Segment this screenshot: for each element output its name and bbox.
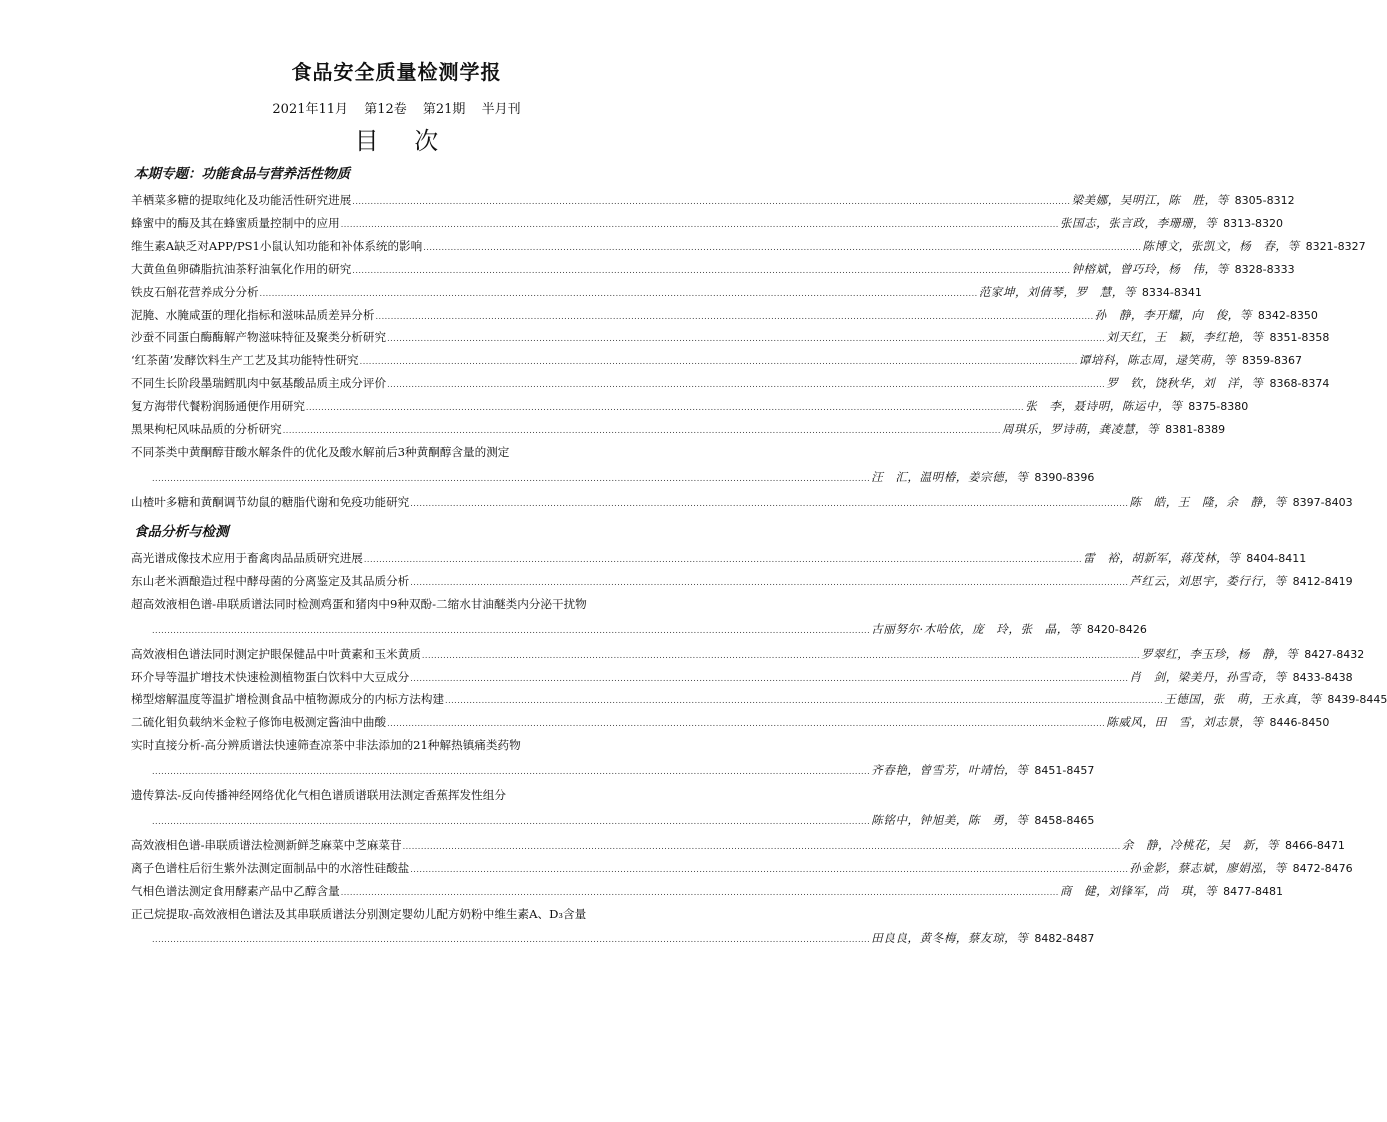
entry-pages: 8427-8432 bbox=[1304, 647, 1365, 661]
entry-title: 气相色谱法测定食用酵素产品中乙醇含量 bbox=[131, 883, 340, 898]
dot-leader bbox=[152, 467, 870, 489]
entry-title: 泥腌、水腌咸蛋的理化指标和滋味品质差异分析 bbox=[131, 307, 375, 322]
entry-title: 维生素A缺乏对APP/PS1小鼠认知功能和补体系统的影响 bbox=[131, 238, 423, 253]
dot-leader bbox=[387, 373, 1105, 395]
toc-entry[interactable] bbox=[131, 259, 1295, 279]
toc-entry[interactable] bbox=[131, 282, 1202, 302]
dot-leader bbox=[403, 835, 1121, 857]
dot-leader bbox=[341, 213, 1059, 235]
entry-pages: 8439-8445 bbox=[1327, 693, 1387, 707]
entry-authors: 孙 静，李开耀，向 俊，等 bbox=[1094, 307, 1252, 322]
entry-title[interactable]: 正己烷提取-高效液相色谱法及其串联质谱法分别测定婴幼儿配方奶粉中维生素A、D₃含量 bbox=[131, 906, 587, 921]
entry-pages: 8381-8389 bbox=[1165, 423, 1226, 436]
entry-authors: 孙金影，蔡志斌，廖娟泓，等 bbox=[1129, 860, 1287, 875]
issue-volume: 第12卷 bbox=[364, 102, 407, 117]
entry-title: ‘红茶菌’发酵饮料生产工艺及其功能特性研究 bbox=[131, 353, 359, 368]
entry-title: 复方海带代餐粉润肠通便作用研究 bbox=[131, 399, 305, 414]
entry-authors: 陈威风，田 雪，刘志景，等 bbox=[1106, 715, 1264, 730]
entry-authors: 罗翠红，李玉珍，杨 静，等 bbox=[1141, 646, 1299, 661]
entry-authors: 商 健，刘锋军，尚 琪，等 bbox=[1059, 883, 1218, 898]
entry-authors: 钟榕斌，曾巧玲，杨 伟，等 bbox=[1071, 261, 1229, 276]
toc-entry[interactable] bbox=[131, 835, 1345, 855]
dot-leader bbox=[152, 810, 870, 832]
entry-authors: 范家坤，刘倩琴，罗 慧，等 bbox=[978, 284, 1136, 299]
entry-authors: 古丽努尔·木哈依，庞 玲，张 晶，等 bbox=[871, 621, 1081, 636]
entry-title: 高光谱成像技术应用于畜禽肉品品质研究进展 bbox=[131, 551, 363, 565]
entry-pages: 8351-8358 bbox=[1269, 331, 1330, 345]
toc-entry[interactable] bbox=[131, 644, 1365, 664]
entry-title: 大黄鱼鱼卵磷脂抗油茶籽油氧化作用的研究 bbox=[131, 261, 352, 276]
entry-authors: 齐春艳，曾雪芳，叶靖怡，等 bbox=[871, 763, 1029, 778]
entry-authors: 刘天红，王 颖，李红艳，等 bbox=[1106, 330, 1264, 345]
entry-pages: 8433-8438 bbox=[1292, 670, 1353, 684]
toc-entry[interactable] bbox=[131, 467, 1095, 487]
toc-entry[interactable] bbox=[131, 881, 1284, 901]
toc-entry[interactable] bbox=[131, 619, 1147, 639]
dot-leader bbox=[260, 282, 978, 304]
dot-leader bbox=[352, 259, 1070, 281]
entry-title: 梯型熔解温度等温扩增检测食品中植物源成分的内标方法构建 bbox=[131, 692, 445, 707]
entry-authors: 雷 裕，胡新军，蒋茂林，等 bbox=[1083, 551, 1241, 565]
toc-entry[interactable] bbox=[131, 712, 1330, 732]
dot-leader bbox=[410, 667, 1128, 689]
dot-leader bbox=[364, 548, 1082, 570]
section-title: 本期专题：功能食品与营养活性物质 bbox=[134, 166, 350, 182]
dot-leader bbox=[352, 190, 1070, 212]
entry-pages: 8466-8471 bbox=[1284, 838, 1345, 852]
toc-entry[interactable] bbox=[131, 396, 1249, 416]
entry-authors: 陈铭中，钟旭美，陈 勇，等 bbox=[871, 812, 1029, 827]
toc-entry[interactable] bbox=[131, 373, 1330, 393]
issue-number: 第21期 bbox=[422, 102, 466, 117]
dot-leader bbox=[306, 396, 1024, 418]
toc-entry[interactable] bbox=[131, 928, 1095, 948]
dot-leader bbox=[422, 644, 1140, 666]
dot-leader bbox=[283, 419, 1001, 441]
entry-pages: 8321-8327 bbox=[1305, 239, 1366, 253]
entry-title: 铁皮石斛花营养成分分析 bbox=[131, 284, 259, 299]
toc-entry[interactable] bbox=[131, 419, 1226, 439]
entry-pages: 8328-8333 bbox=[1234, 262, 1295, 276]
entry-authors: 谭培科，陈志周，逯笑萌，等 bbox=[1078, 353, 1237, 368]
entry-pages: 8368-8374 bbox=[1269, 377, 1330, 391]
entry-authors: 周琪乐，罗诗萌，龚凌慧，等 bbox=[1001, 422, 1160, 436]
entry-pages: 8482-8487 bbox=[1034, 932, 1095, 946]
entry-title[interactable]: 不同茶类中黄酮醇苷酸水解条件的优化及酸水解前后3种黄酮醇含量的测定 bbox=[131, 444, 510, 459]
toc-entry[interactable] bbox=[131, 689, 1387, 709]
dot-leader bbox=[341, 881, 1059, 903]
issue-frequency: 半月刊 bbox=[481, 102, 521, 117]
entry-title[interactable]: 遗传算法-反向传播神经网络优化气相色谱质谱联用法测定香蕉挥发性组分 bbox=[131, 788, 506, 802]
entry-authors: 田良良，黄冬梅，蔡友琼，等 bbox=[871, 931, 1029, 946]
entry-pages: 8446-8450 bbox=[1269, 716, 1330, 730]
toc-entry[interactable] bbox=[131, 858, 1353, 878]
toc-heading: 目 次 bbox=[354, 127, 453, 155]
dot-leader bbox=[152, 760, 870, 782]
entry-title: 黑果枸杞风味品质的分析研究 bbox=[131, 422, 282, 436]
entry-pages: 8375-8380 bbox=[1188, 400, 1249, 414]
entry-pages: 8472-8476 bbox=[1292, 861, 1353, 875]
dot-leader bbox=[387, 327, 1105, 349]
issue-line bbox=[0, 98, 793, 117]
entry-title: 二硫化钼负载纳米金粒子修饰电极测定酱油中曲酸 bbox=[131, 715, 387, 730]
entry-title: 离子色谱柱后衍生紫外法测定面制品中的水溶性硅酸盐 bbox=[131, 860, 410, 875]
toc-entry[interactable] bbox=[131, 213, 1284, 233]
dot-leader bbox=[410, 858, 1128, 880]
dot-leader bbox=[152, 928, 870, 950]
entry-title: 环介导等温扩增技术快速检测植物蛋白饮料中大豆成分 bbox=[131, 669, 410, 684]
entry-title[interactable]: 超高效液相色谱-串联质谱法同时检测鸡蛋和猪肉中9种双酚-二缩水甘油醚类内分泌干扰物 bbox=[131, 596, 587, 611]
entry-pages: 8390-8396 bbox=[1034, 470, 1095, 484]
entry-title: 东山老米酒酿造过程中酵母菌的分离鉴定及其品质分析 bbox=[131, 573, 410, 588]
toc-entry[interactable] bbox=[131, 492, 1353, 512]
entry-pages: 8342-8350 bbox=[1257, 308, 1318, 322]
entry-title[interactable]: 实时直接分析-高分辨质谱法快速筛查凉茶中非法添加的21种解热镇痛类药物 bbox=[131, 738, 521, 753]
entry-authors: 陈 皓，王 隆，余 静，等 bbox=[1129, 494, 1287, 509]
toc-entry[interactable] bbox=[131, 810, 1095, 830]
toc-entry[interactable] bbox=[131, 548, 1307, 568]
issue-date: 2021年11月 bbox=[272, 102, 349, 117]
journal-title: 食品安全质量检测学报 bbox=[291, 60, 502, 84]
entry-pages: 8412-8419 bbox=[1292, 574, 1353, 588]
dot-leader bbox=[375, 305, 1093, 327]
dot-leader bbox=[360, 350, 1078, 372]
toc-entry[interactable] bbox=[131, 667, 1353, 687]
entry-authors: 罗 钦，饶秋华，刘 洋，等 bbox=[1106, 376, 1264, 391]
entry-pages: 8420-8426 bbox=[1086, 622, 1147, 636]
entry-authors: 汪 汇，温明椿，姜宗德，等 bbox=[871, 469, 1029, 484]
toc-entry[interactable] bbox=[131, 760, 1095, 780]
dot-leader bbox=[152, 619, 870, 641]
entry-authors: 芦红云，刘思宇，娄行行，等 bbox=[1129, 573, 1287, 588]
toc-entry[interactable] bbox=[131, 236, 1366, 256]
entry-authors: 陈博文，张凯文，杨 春，等 bbox=[1142, 238, 1300, 253]
entry-pages: 8477-8481 bbox=[1223, 884, 1284, 898]
entry-title: 蜂蜜中的酶及其在蜂蜜质量控制中的应用 bbox=[131, 215, 340, 230]
entry-title: 高效液相色谱-串联质谱法检测新鲜芝麻菜中芝麻菜苷 bbox=[131, 837, 402, 852]
entry-title: 不同生长阶段墨瑞鳕肌肉中氨基酸品质主成分评价 bbox=[131, 376, 387, 391]
entry-authors: 余 静，冷桃花，吴 新，等 bbox=[1121, 837, 1279, 852]
section-title: 食品分析与检测 bbox=[134, 524, 229, 540]
toc-entry[interactable] bbox=[131, 305, 1318, 325]
entry-authors: 张 李，聂诗明，陈运中，等 bbox=[1025, 399, 1183, 414]
toc-entry[interactable] bbox=[131, 350, 1302, 370]
entry-pages: 8451-8457 bbox=[1034, 764, 1095, 778]
entry-pages: 8404-8411 bbox=[1246, 552, 1307, 565]
entry-pages: 8313-8320 bbox=[1223, 216, 1284, 230]
entry-authors: 张国志，张言政，李珊珊，等 bbox=[1059, 215, 1218, 230]
entry-title: 高效液相色谱法同时测定护眼保健品中叶黄素和玉米黄质 bbox=[131, 646, 421, 661]
entry-pages: 8334-8341 bbox=[1141, 285, 1202, 299]
dot-leader bbox=[387, 712, 1105, 734]
toc-entry[interactable] bbox=[131, 190, 1295, 210]
entry-pages: 8397-8403 bbox=[1292, 495, 1353, 509]
entry-authors: 肖 剑，梁美丹，孙雪奇，等 bbox=[1129, 669, 1287, 684]
entry-title: 山楂叶多糖和黄酮调节幼鼠的糖脂代谢和免疫功能研究 bbox=[131, 494, 410, 509]
entry-pages: 8458-8465 bbox=[1034, 813, 1095, 827]
entry-authors: 王德国，张 萌，王永真，等 bbox=[1164, 692, 1322, 707]
toc-entry[interactable] bbox=[131, 327, 1330, 347]
dot-leader bbox=[445, 689, 1163, 711]
entry-authors: 梁美娜，吴明江，陈 胜，等 bbox=[1071, 193, 1229, 207]
dot-leader bbox=[410, 571, 1128, 593]
entry-title: 沙蚕不同蛋白酶酶解产物滋味特征及聚类分析研究 bbox=[131, 330, 387, 345]
entry-title: 羊栖菜多糖的提取纯化及功能活性研究进展 bbox=[131, 193, 352, 207]
entry-pages: 8359-8367 bbox=[1242, 354, 1302, 368]
dot-leader bbox=[423, 236, 1141, 258]
entry-pages: 8305-8312 bbox=[1234, 194, 1295, 207]
toc-entry[interactable] bbox=[131, 571, 1353, 591]
dot-leader bbox=[410, 492, 1128, 514]
